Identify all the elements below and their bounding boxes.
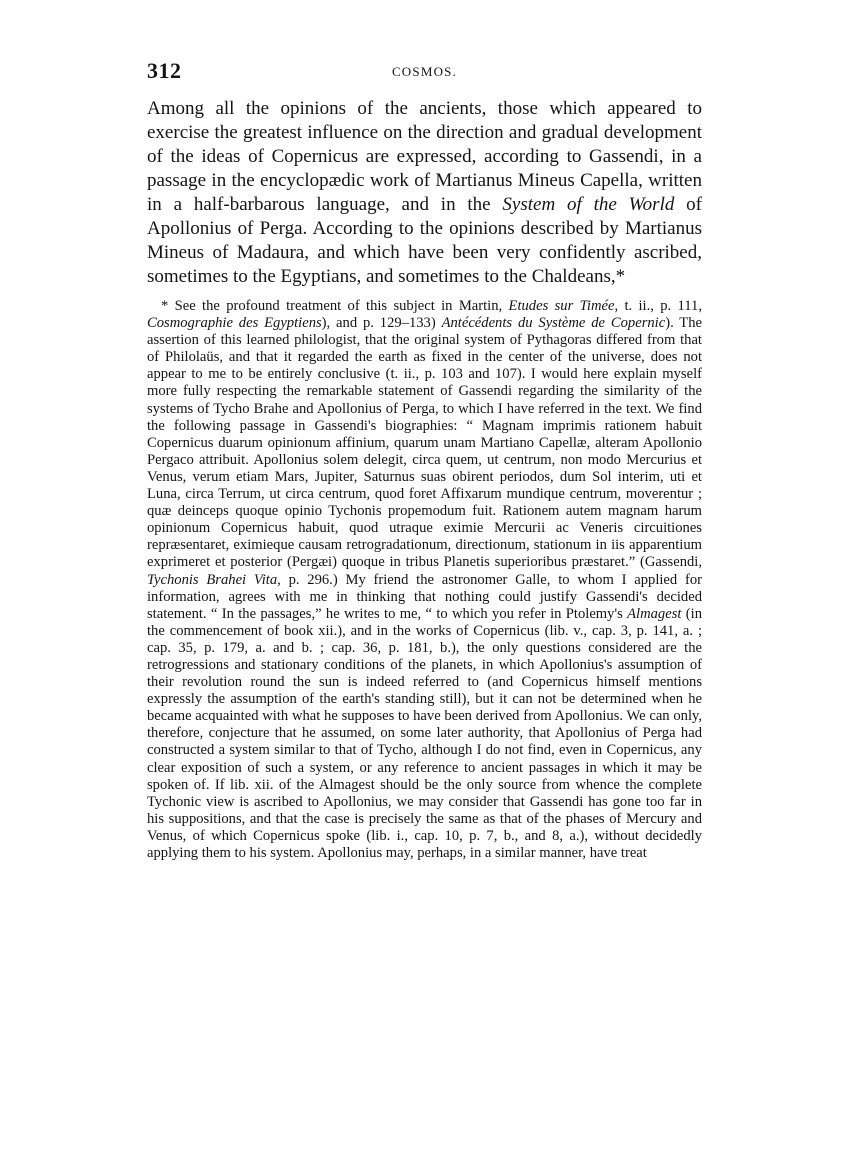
main-text-segment: Among all the opinions of the ancients, those which appeared to exercise the greatest influence on the direction and gradual development of the ideas of Copernicus are expressed, according to Gassendi, in a passage in the encyclopædic work of Martianus Mineus Capella, written in a half-barbarous language, and in the xyxy=(147,98,702,215)
page-header xyxy=(147,58,702,82)
main-paragraph xyxy=(147,97,702,289)
footnote-text: , t. ii., p. 111, xyxy=(614,298,702,314)
footnote-text: , p. 296.) My friend the astronomer Galle, to whom I applied for information, agrees with me in thinking that nothing could justify Gassendi's decided statement. “ In the passages,” he writes to me, “ to which you refer in Ptolemy's xyxy=(147,571,702,622)
book-title-system-of-the-world: System of the World xyxy=(502,194,675,215)
cited-title: Etudes sur Timée xyxy=(508,298,615,314)
footnote-text: ). The assertion of this learned philologist, that the original system of Pythagoras differed from that of Philolaüs, and that it regarded the earth as fixed in the center of the universe, does not appear to me to be entirely conclusive (t. ii., p. 103 and 107). I would here explain myself more fully respecting the remarkable statement of Gassendi regarding the similarity of the systems of Tycho Brahe and Apollonius of Perga, to which I have referred in the text. We find the following passage in Gassendi's biographies: “ Magnam imprimis rationem habuit Copernicus duarum opinionum affinium, quarum unam Martiano Capellæ, alteram Apollonio Pergaco attribuit. Apollonius solem delegit, circa quem, ut centrum, non modo Mercurius et Venus, verum etiam Mars, Jupiter, Saturnus suas obirent periodos, dum Sol interim, uti et Luna, circa Terrum, ut circa centrum, quod foret Affixarum mundique centrum, moverentur ; quæ deinceps quoque opinio Tychonis propemodum fuit. Rationem autem magnam harum opinionum Copernicus habuit, quod utraque eximie Mercurii ac Veneris circuitiones repræsentaret, eximieque causam retrogradationum, directionum, stationum in iis apparentium exprimeret et posterior (Pergæi) quoque in tribus Planetis superioribus præstaret.” (Gassendi, xyxy=(147,315,702,571)
book-page xyxy=(147,58,702,862)
footnote-text: ), and p. 129–133) xyxy=(321,315,442,332)
footnote xyxy=(147,298,702,862)
cited-title: Almagest xyxy=(627,605,682,622)
main-text-segment: of Apollonius of Perga. According to the opinions described by Martianus Mineus of Madaura, and which have been very confidently ascribed, sometimes to the Egyptians, and sometimes to the Chaldeans,* xyxy=(147,194,702,287)
footnote-paragraph xyxy=(147,298,702,862)
footnote-text: * See the profound treatment of this subject in Martin, xyxy=(161,298,509,314)
cited-title: Tychonis Brahei Vita xyxy=(147,571,278,588)
cited-title: Antécédents du Système de Copernic xyxy=(441,315,666,332)
footnote-text: (in the commencement of book xii.), and in the works of Copernicus (lib. v., cap. 3, p. 141, a. ; cap. 35, p. 179, a. and b. ; cap. 36, p. 181, b.), the only questions considered are the retrogressions and stationary conditions of the planets, in which Apollonius's assumption of their revolution round the sun is indeed referred to (and Copernicus himself mentions expressly the assumption of the earth's standing still), but it can not be determined when he became acquainted with what he supposes to have been derived from Apollonius. We can only, therefore, conjecture that he assumed, on some later authority, that Apollonius of Perga had constructed a system similar to that of Tycho, although I do not find, even in Copernicus, any clear exposition of such a system, or any reference to ancient passages in which it may be spoken of. If lib. xii. of the Almagest should be the only source from whence the complete Tychonic view is ascribed to Apollonius, we may consider that Gassendi has gone too far in his suppositions, and that the case is precisely the same as that of the phases of Mercury and Venus, of which Copernicus spoke (lib. i., cap. 10, p. 7, b., and 8, a.), without decidedly applying them to his system. Apollonius may, perhaps, in a similar manner, have treat xyxy=(147,605,702,861)
page-number: 312 xyxy=(147,58,182,83)
running-title: COSMOS. xyxy=(391,64,458,79)
cited-title: Cosmographie des Egyptiens xyxy=(147,315,322,332)
